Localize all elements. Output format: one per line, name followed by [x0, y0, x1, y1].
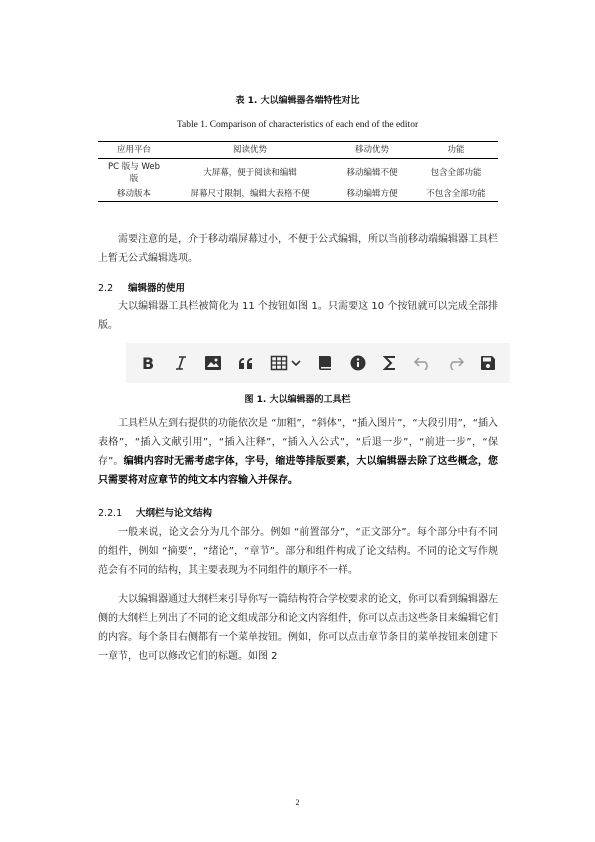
- italic-icon: [171, 353, 191, 373]
- image-icon: [203, 353, 223, 373]
- book-icon: [315, 353, 335, 373]
- info-icon: [348, 353, 368, 373]
- table-header-cell: 功能: [414, 142, 498, 159]
- table-cell: 移动版本: [98, 187, 170, 202]
- paragraph-thesis-structure: 一般来说，论文会分为几个部分。例如 “前置部分”，“正文部分”。每个部分中有不同的组件，例如 “摘要”，“绪论”，“章节”。部分和组件构成了论文结构。不同的论文写作规范会有不同的结构，其主要表现为不同组件的顺序不一样。: [98, 527, 498, 576]
- emphasis-text: 编辑内容时无需考虑字体，字号，缩进等排版要素，大以编辑器去除了这些概念，您只需要将对应章节的纯文本内容输入并保存。: [98, 456, 499, 486]
- redo-icon: [445, 353, 465, 373]
- table-header-row: [98, 142, 498, 159]
- table-cell: 屏幕尺寸限制，编辑大表格不便: [170, 187, 330, 202]
- table-row: [98, 159, 498, 188]
- table-row: [98, 187, 498, 202]
- table-cell: 不包含全部功能: [414, 187, 498, 202]
- editor-toolbar-figure: [126, 343, 510, 383]
- paragraph-mobile-note: 需要注意的是，介于移动端屏幕过小，不便于公式编辑，所以当前移动端编辑器工具栏上暂无公式编辑选项。: [98, 234, 498, 264]
- svg-text:B: B: [142, 355, 155, 371]
- paragraph-outline-panel: 大以编辑器通过大纲栏来引导你写一篇结构符合学校要求的论文，你可以看到编辑器左侧的大纲栏上列出了不同的论文组成部分和论文内容组件，你可以点击这些条目来编辑它们的内容。每个条目右侧都有一个菜单按钮。例如，你可以点击章节条目的菜单按钮来创建下一章节，也可以修改它们的标题。如图 2: [98, 594, 498, 662]
- toolbar-functions-text: 工具栏从左到右提供的功能依次是 “加粗”，“斜体”，“插入图片”，“大段引用”，“插入表格”，“插入文献引用”，“插入注释”，“插入入公式”，“后退一步”，“前进一步”，“保存”。: [98, 418, 498, 467]
- table-caption-en: Table 1. Comparison of characteristics of each end of the editor: [176, 120, 419, 130]
- save-icon: [478, 353, 498, 373]
- comparison-table: [98, 141, 498, 202]
- table-cell: 大屏幕，便于阅读和编辑: [203, 168, 297, 178]
- chevron-down-icon: [291, 359, 301, 367]
- table-caption-cn: 表 1. 大以编辑器各端特性对比: [235, 96, 360, 106]
- sigma-icon: [380, 353, 400, 373]
- table-cell: PC 版与 Web 版: [108, 162, 160, 184]
- section-title: 编辑器的使用: [128, 283, 186, 294]
- section-number: 2.2.1: [98, 508, 123, 519]
- table-dropdown: [268, 353, 302, 373]
- section-heading-2-2-1: [98, 505, 212, 519]
- table-header-cell: 移动优势: [330, 142, 414, 159]
- page-number: 2: [295, 798, 300, 807]
- table-cell: 包含全部功能: [430, 168, 482, 178]
- section-title: 大纲栏与论文结构: [136, 508, 213, 519]
- table-header-cell: 阅读优势: [170, 142, 330, 159]
- figure-caption: 图 1. 大以编辑器的工具栏: [244, 395, 351, 405]
- bold-icon: [138, 353, 158, 373]
- quote-icon: [236, 353, 256, 373]
- undo-icon: [413, 353, 433, 373]
- table-cell: 移动编辑方便: [330, 187, 414, 202]
- table-cell: 移动编辑不便: [346, 168, 398, 178]
- table-header-cell: 应用平台: [98, 142, 170, 159]
- paragraph-toolbar-intro: 大以编辑器工具栏被简化为 11 个按钮如图 1。只需要这 10 个按钮就可以完成全部排版。: [98, 301, 498, 331]
- section-heading-2-2: [98, 280, 185, 294]
- table-icon: [270, 355, 288, 371]
- section-number: 2.2: [98, 283, 114, 294]
- paragraph-toolbar-functions: [98, 414, 498, 490]
